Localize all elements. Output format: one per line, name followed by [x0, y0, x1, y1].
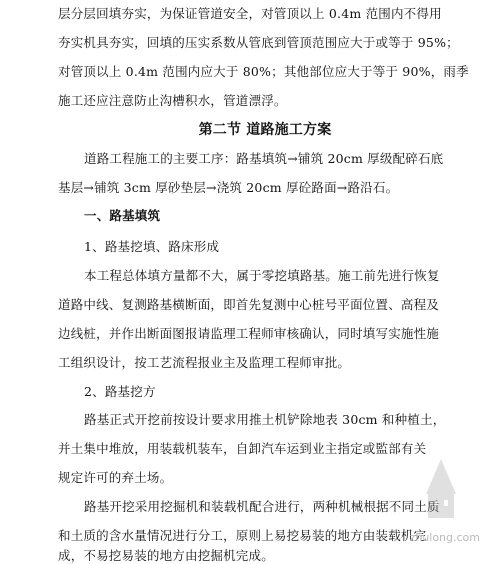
subheading-excavation: 2、路基挖方 [84, 384, 156, 399]
text-line: 道路工程施工的主要工序：路基填筑→铺筑 20cm 厚级配碎石底 [84, 151, 444, 166]
text-line: 对管顶以上 0.4m 范围内应大于 80%；其他部位应大于等于 90%，雨季 [58, 64, 469, 79]
text-line: 和土质的含水量情况进行分工，原则上易挖易装的地方由装载机完 [58, 528, 427, 543]
watermark-text: zhulong.com [409, 531, 480, 544]
text-line: 道路中线、复测路基横断面，即首先复测中心桩号平面位置、高程及 [58, 297, 440, 312]
text-line: 层分层回填夯实，为保证管道安全，对管顶以上 0.4m 范围内不得用 [58, 6, 442, 21]
subheading-excavation-fill: 1、路基挖填、路床形成 [84, 239, 220, 254]
section-title: 第二节 道路施工方案 [198, 122, 332, 138]
text-line: 工组织设计，按工艺流程报业主及监理工程师审批。 [58, 355, 351, 370]
text-line: 成，不易挖易装的地方由挖掘机完成。 [58, 548, 274, 563]
text-line: 本工程总体填方量都不大，属于零挖填路基。施工前先进行恢复 [84, 268, 440, 283]
text-line: 并土集中堆放，用装载机装车，自卸汽车运到业主指定或監部有关 [58, 441, 427, 456]
heading-roadbed-fill: 一、路基填筑 [84, 208, 161, 223]
text-line: 规定许可的弃土场。 [58, 470, 173, 485]
text-line: 施工还应注意防止沟槽积水，管道漂浮。 [58, 93, 287, 108]
text-line: 路基开挖采用挖掘机和装载机配合进行，两种机械根据不同土质 [84, 499, 440, 514]
text-line: 夯实机具夯实，回填的压实系数从管底到管顶范围应大于或等于 95%； [58, 35, 459, 50]
building-watermark-icon [406, 454, 476, 524]
text-line: 边线桩，并作出断面图报请监理工程师审核确认，同时填写实施性施 [58, 326, 440, 341]
text-line: 路基正式开挖前按设计要求用推土机铲除地表 30cm 和种植土， [84, 412, 446, 427]
text-line: 基层→铺筑 3cm 厚砂垫层→浇筑 20cm 厚砼路面→路沿石。 [58, 180, 399, 195]
